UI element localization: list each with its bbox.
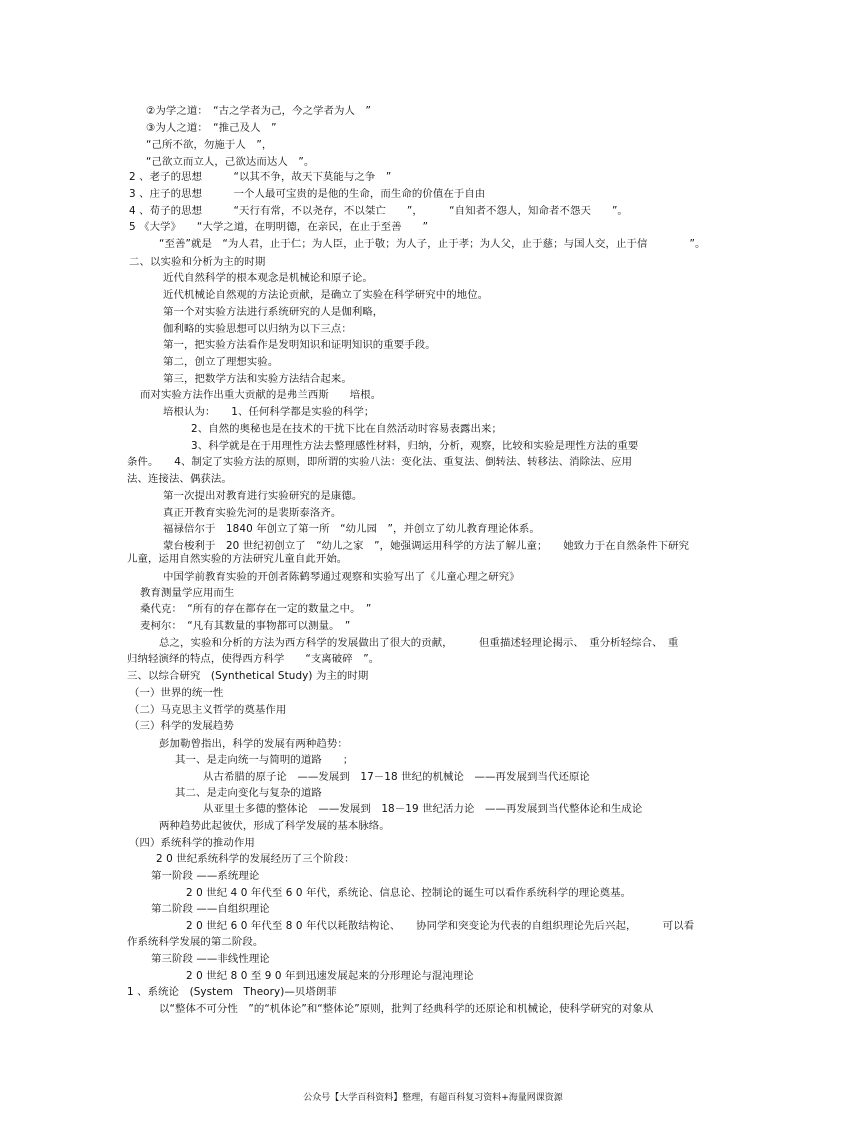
- text-line: 3 、庄子的思想 一个人最可宝贵的是他的生命，而生命的价值在于自由: [129, 188, 486, 200]
- text-line: ②为学之道： “古之学者为己，今之学者为人 ”: [146, 105, 371, 117]
- text-line: 2、自然的奥秘也是在技术的干扰下比在自然活动时容易表露出来；: [191, 423, 502, 435]
- text-line: 而对实验方法作出重大贡献的是弗兰西斯 培根。: [140, 389, 382, 401]
- subsection-heading: （四）系统科学的推动作用: [129, 837, 255, 849]
- text-line: 中国学前教育实验的开创者陈鹤琴通过观察和实验写出了《儿童心理之研究》: [163, 571, 520, 583]
- text-line: 第二，创立了理想实验。: [163, 356, 279, 368]
- text-line: 第一阶段 ——系统理论: [151, 870, 260, 882]
- text-line: 第三，把数学方法和实验方法结合起来。: [163, 373, 352, 385]
- text-line: 第一次提出对教育进行实验研究的是康德。: [163, 490, 363, 502]
- subsection-heading: （一）世界的统一性: [129, 687, 224, 699]
- section-heading: 三、以综合研究 (Synthetical Study) 为主的时期: [127, 670, 369, 682]
- text-line: 2 0 世纪 4 0 年代至 6 0 年代，系统论、信息论、控制论的诞生可以看作系统科学的理论奠基。: [186, 887, 632, 899]
- section-heading: 二、以实验和分析为主的时期: [129, 256, 266, 268]
- text-line: “至善”就是 “为人君，止于仁；为人臣，止于敬；为人子，止于孝；为人父，止于慈；与国人交，止于信 ”。: [159, 238, 706, 250]
- text-line: 两种趋势此起彼伏，形成了科学发展的基本脉络。: [159, 820, 390, 832]
- text-line: 归纳轻演绎的特点，使得西方科学 “支离破碎 ”。: [127, 653, 380, 665]
- text-line: 近代机械论自然观的方法论贡献，是确立了实验在科学研究中的地位。: [163, 289, 489, 301]
- text-line: 1 、系统论 (System Theory)—贝塔朗菲: [127, 986, 337, 998]
- text-line: 教育测量学应用而生: [140, 587, 235, 599]
- text-line: 其一、是走向统一与简明的道路 ；: [175, 754, 354, 766]
- text-line: 麦柯尔： “凡有其数量的事物都可以测量。 ”: [140, 620, 351, 632]
- subsection-heading: （二）马克思主义哲学的奠基作用: [129, 704, 287, 716]
- text-line: 近代自然科学的根本观念是机械论和原子论。: [163, 272, 373, 284]
- text-line: 以“整体不可分性 ”的“机体论”和“整体论”原则，批判了经典科学的还原论和机械论，使科学研究的对象从: [159, 1003, 654, 1015]
- text-line: 作系统科学发展的第二阶段。: [127, 936, 264, 948]
- text-line: 彭加勒曾指出，科学的发展有两种趋势：: [159, 738, 348, 750]
- text-line: 其二、是走向变化与复杂的道路: [175, 787, 322, 799]
- text-line: 2 0 世纪 6 0 年代至 8 0 年代以耗散结构论、 协同学和突变论为代表的自组织理论先后兴起， 可以看: [186, 920, 695, 932]
- text-line: 2 0 世纪 8 0 至 9 0 年到迅速发展起来的分形理论与混沌理论: [186, 970, 474, 982]
- text-line: 条件。 4、制定了实验方法的原则，即所谓的实验八法：变化法、重复法、倒转法、转移法、消除法、应用: [127, 456, 633, 468]
- text-line: 第三阶段 ——非线性理论: [151, 953, 270, 965]
- text-line: 3、科学就是在于用理性方法去整理感性材料，归纳，分析，观察，比较和实验是理性方法的重要: [191, 440, 639, 452]
- text-line: 伽利略的实验思想可以归纳为以下三点：: [163, 323, 352, 335]
- text-line: 培根认为： 1、任何科学都是实验的科学；: [163, 406, 375, 418]
- text-line: 第二阶段 ——自组织理论: [151, 903, 270, 915]
- text-line: 2 、老子的思想 “以其不争，故天下莫能与之争 ”: [129, 171, 392, 183]
- text-line: 5 《大学》 “大学之道，在明明德，在亲民，在止于至善 ”: [129, 221, 429, 233]
- text-line: “己欲立而立人，己欲达而达人 ”。: [146, 156, 315, 168]
- text-line: 4 、荀子的思想 “天行有常，不以尧存，不以桀亡 ”， “自知者不怨人，知命者不怨天 ”。: [129, 205, 628, 217]
- text-line: 2 0 世纪系统科学的发展经历了三个阶段：: [156, 853, 355, 865]
- text-line: “己所不欲，勿施于人 ”，: [146, 139, 273, 151]
- text-line: ③为人之道： “推己及人 ”: [146, 122, 277, 134]
- text-line: 桑代克： “所有的存在都存在一定的数量之中。 ”: [140, 603, 372, 615]
- subsection-heading: （三）科学的发展趋势: [129, 720, 234, 732]
- text-line: 第一，把实验方法看作是发明知识和证明知识的重要手段。: [163, 339, 436, 351]
- text-line: 从古希腊的原子论 ——发展到 17－18 世纪的机械论 ——再发展到当代还原论: [203, 771, 590, 783]
- text-line: 第一个对实验方法进行系统研究的人是伽利略，: [163, 306, 384, 318]
- text-line: 蒙台梭利于 20 世纪初创立了 “幼儿之家 ”，她强调运用科学的方法了解儿童； 她致力于在自然条件下研究: [163, 540, 690, 552]
- text-line: 从亚里士多德的整体论 ——发展到 18－19 世纪活力论 ——再发展到当代整体论和生成论: [203, 803, 643, 815]
- text-line: 法、连接法、偶获法。: [127, 473, 232, 485]
- text-line: 儿童，运用自然实验的方法研究儿童自此开始。: [127, 553, 348, 565]
- footer-note: 公众号【大学百科资料】整理，有超百科复习资料+海量网课资源: [303, 1093, 563, 1103]
- text-line: 真正开教育实验先河的是裴斯泰洛齐。: [163, 507, 342, 519]
- text-line: 总之，实验和分析的方法为西方科学的发展做出了很大的贡献， 但重描述轻理论揭示、 重分析轻综合、 重: [159, 637, 679, 649]
- text-line: 福禄倍尔于 1840 年创立了第一所 “幼儿园 ”，并创立了幼儿教育理论体系。: [163, 523, 540, 535]
